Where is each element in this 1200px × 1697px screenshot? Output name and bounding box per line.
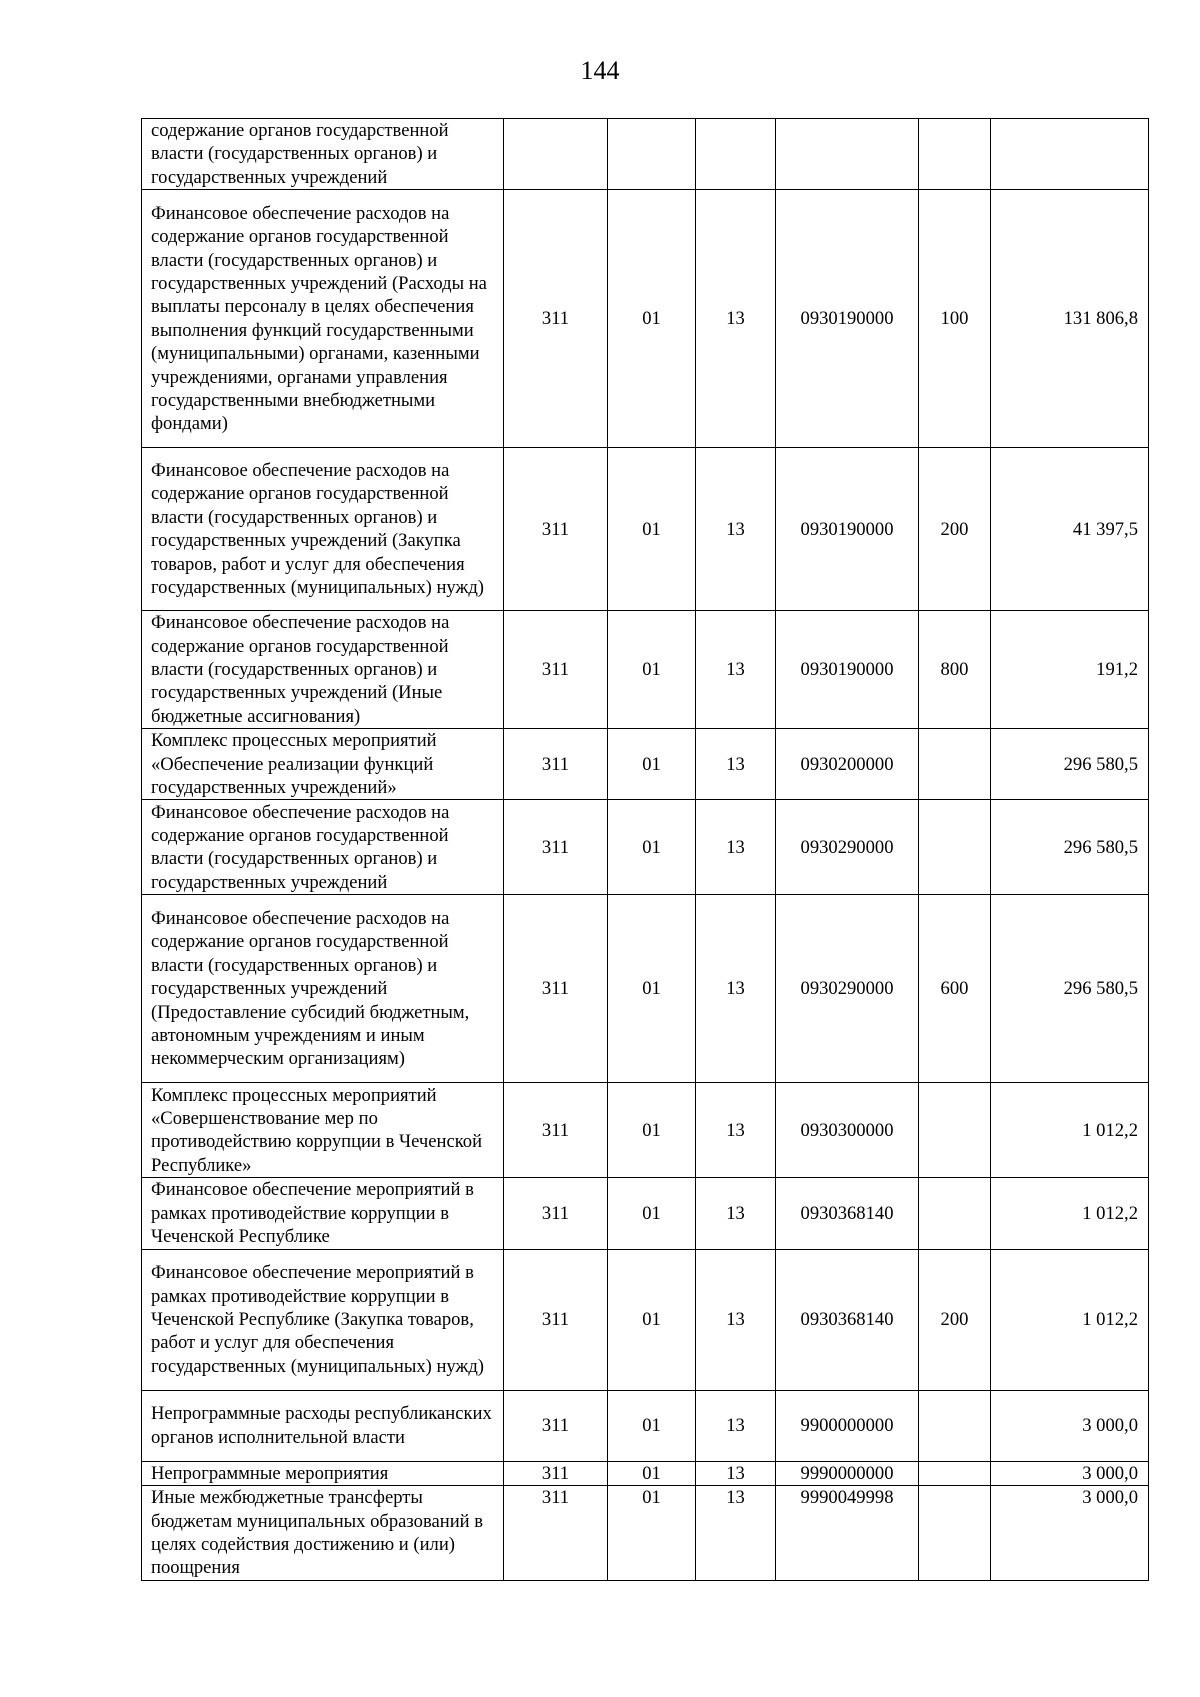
cell-description: Непрограммные расходы республиканских органов исполнительной власти	[142, 1390, 504, 1461]
cell-target-article-code: 0930190000	[776, 190, 919, 448]
cell-section-code: 01	[608, 190, 696, 448]
cell-ministry-code: 311	[504, 1390, 608, 1461]
cell-subsection-code: 13	[696, 1249, 776, 1390]
cell-target-article-code	[776, 119, 919, 190]
cell-description: Финансовое обеспечение расходов на содержание органов государственной власти (государственных органов) и государственных учреждений (Расходы на выплаты персоналу в целях обеспечения выполнения функций государственными (муниципальными) органами, казенными учреждениями, органами управления государственными внебюджетными фондами)	[142, 190, 504, 448]
cell-ministry-code: 311	[504, 1486, 608, 1581]
cell-ministry-code: 311	[504, 800, 608, 895]
budget-table-body	[142, 119, 1149, 1581]
cell-subsection-code: 13	[696, 611, 776, 729]
cell-target-article-code: 0930200000	[776, 729, 919, 800]
cell-section-code: 01	[608, 1083, 696, 1178]
cell-expense-type-code: 200	[919, 1249, 991, 1390]
cell-section-code: 01	[608, 448, 696, 611]
cell-ministry-code: 311	[504, 190, 608, 448]
cell-ministry-code: 311	[504, 1178, 608, 1249]
cell-section-code: 01	[608, 895, 696, 1083]
cell-section-code: 01	[608, 800, 696, 895]
cell-target-article-code: 9900000000	[776, 1390, 919, 1461]
cell-description: Финансовое обеспечение мероприятий в рамках противодействие коррупции в Чеченской Республике (Закупка товаров, работ и услуг для обеспечения государственных (муниципальных) нужд)	[142, 1249, 504, 1390]
cell-subsection-code	[696, 119, 776, 190]
cell-target-article-code: 0930368140	[776, 1249, 919, 1390]
cell-ministry-code: 311	[504, 1249, 608, 1390]
cell-amount: 3 000,0	[991, 1390, 1149, 1461]
table-row	[142, 448, 1149, 611]
cell-ministry-code: 311	[504, 1461, 608, 1485]
cell-amount	[991, 119, 1149, 190]
cell-description: Комплекс процессных мероприятий «Обеспечение реализации функций государственных учреждений»	[142, 729, 504, 800]
cell-description: Финансовое обеспечение расходов на содержание органов государственной власти (государственных органов) и государственных учреждений	[142, 800, 504, 895]
cell-subsection-code: 13	[696, 1390, 776, 1461]
cell-section-code: 01	[608, 1461, 696, 1485]
cell-target-article-code: 0930290000	[776, 895, 919, 1083]
cell-subsection-code: 13	[696, 1461, 776, 1485]
cell-target-article-code: 0930300000	[776, 1083, 919, 1178]
table-row	[142, 1486, 1149, 1581]
cell-subsection-code: 13	[696, 895, 776, 1083]
cell-ministry-code: 311	[504, 448, 608, 611]
cell-target-article-code: 0930190000	[776, 448, 919, 611]
cell-target-article-code: 0930368140	[776, 1178, 919, 1249]
cell-ministry-code: 311	[504, 895, 608, 1083]
cell-subsection-code: 13	[696, 448, 776, 611]
cell-amount: 3 000,0	[991, 1461, 1149, 1485]
table-row	[142, 800, 1149, 895]
cell-section-code: 01	[608, 1486, 696, 1581]
cell-subsection-code: 13	[696, 1178, 776, 1249]
cell-amount: 296 580,5	[991, 895, 1149, 1083]
cell-subsection-code: 13	[696, 800, 776, 895]
table-row	[142, 1178, 1149, 1249]
table-row	[142, 1083, 1149, 1178]
table-row	[142, 1390, 1149, 1461]
cell-expense-type-code	[919, 1461, 991, 1485]
cell-amount: 1 012,2	[991, 1249, 1149, 1390]
cell-expense-type-code	[919, 119, 991, 190]
cell-expense-type-code	[919, 729, 991, 800]
table-row	[142, 611, 1149, 729]
cell-amount: 3 000,0	[991, 1486, 1149, 1581]
cell-target-article-code: 0930190000	[776, 611, 919, 729]
cell-ministry-code	[504, 119, 608, 190]
cell-description: Комплекс процессных мероприятий «Совершенствование мер по противодействию коррупции в Чеченской Республике»	[142, 1083, 504, 1178]
cell-expense-type-code	[919, 1390, 991, 1461]
cell-amount: 1 012,2	[991, 1083, 1149, 1178]
table-row	[142, 895, 1149, 1083]
cell-section-code: 01	[608, 611, 696, 729]
table-row	[142, 1249, 1149, 1390]
cell-expense-type-code: 800	[919, 611, 991, 729]
cell-expense-type-code: 600	[919, 895, 991, 1083]
cell-amount: 296 580,5	[991, 729, 1149, 800]
cell-target-article-code: 9990049998	[776, 1486, 919, 1581]
cell-amount: 191,2	[991, 611, 1149, 729]
cell-subsection-code: 13	[696, 1486, 776, 1581]
cell-expense-type-code	[919, 1178, 991, 1249]
cell-amount: 131 806,8	[991, 190, 1149, 448]
cell-ministry-code: 311	[504, 729, 608, 800]
cell-expense-type-code	[919, 1083, 991, 1178]
table-row	[142, 119, 1149, 190]
table-row	[142, 729, 1149, 800]
cell-ministry-code: 311	[504, 1083, 608, 1178]
page-number: 144	[580, 56, 620, 85]
cell-amount: 41 397,5	[991, 448, 1149, 611]
cell-amount: 1 012,2	[991, 1178, 1149, 1249]
cell-section-code	[608, 119, 696, 190]
cell-expense-type-code	[919, 1486, 991, 1581]
cell-subsection-code: 13	[696, 190, 776, 448]
cell-description: Финансовое обеспечение мероприятий в рамках противодействие коррупции в Чеченской Республике	[142, 1178, 504, 1249]
cell-target-article-code: 0930290000	[776, 800, 919, 895]
cell-description: Финансовое обеспечение расходов на содержание органов государственной власти (государственных органов) и государственных учреждений (Предоставление субсидий бюджетным, автономным учреждениям и иным некоммерческим организациям)	[142, 895, 504, 1083]
cell-description: Финансовое обеспечение расходов на содержание органов государственной власти (государственных органов) и государственных учреждений (Закупка товаров, работ и услуг для обеспечения государственных (муниципальных) нужд)	[142, 448, 504, 611]
cell-target-article-code: 9990000000	[776, 1461, 919, 1485]
cell-section-code: 01	[608, 729, 696, 800]
cell-description: Финансовое обеспечение расходов на содержание органов государственной власти (государственных органов) и государственных учреждений (Иные бюджетные ассигнования)	[142, 611, 504, 729]
cell-ministry-code: 311	[504, 611, 608, 729]
cell-section-code: 01	[608, 1390, 696, 1461]
cell-expense-type-code: 200	[919, 448, 991, 611]
cell-expense-type-code	[919, 800, 991, 895]
cell-subsection-code: 13	[696, 1083, 776, 1178]
cell-description: Иные межбюджетные трансферты бюджетам муниципальных образований в целях содействия достижению и (или) поощрения	[142, 1486, 504, 1581]
table-row	[142, 190, 1149, 448]
cell-expense-type-code: 100	[919, 190, 991, 448]
budget-table	[141, 118, 1149, 1581]
table-row	[142, 1461, 1149, 1485]
cell-subsection-code: 13	[696, 729, 776, 800]
cell-description: содержание органов государственной власти (государственных органов) и государственных учреждений	[142, 119, 504, 190]
cell-description: Непрограммные мероприятия	[142, 1461, 504, 1485]
cell-amount: 296 580,5	[991, 800, 1149, 895]
cell-section-code: 01	[608, 1249, 696, 1390]
cell-section-code: 01	[608, 1178, 696, 1249]
